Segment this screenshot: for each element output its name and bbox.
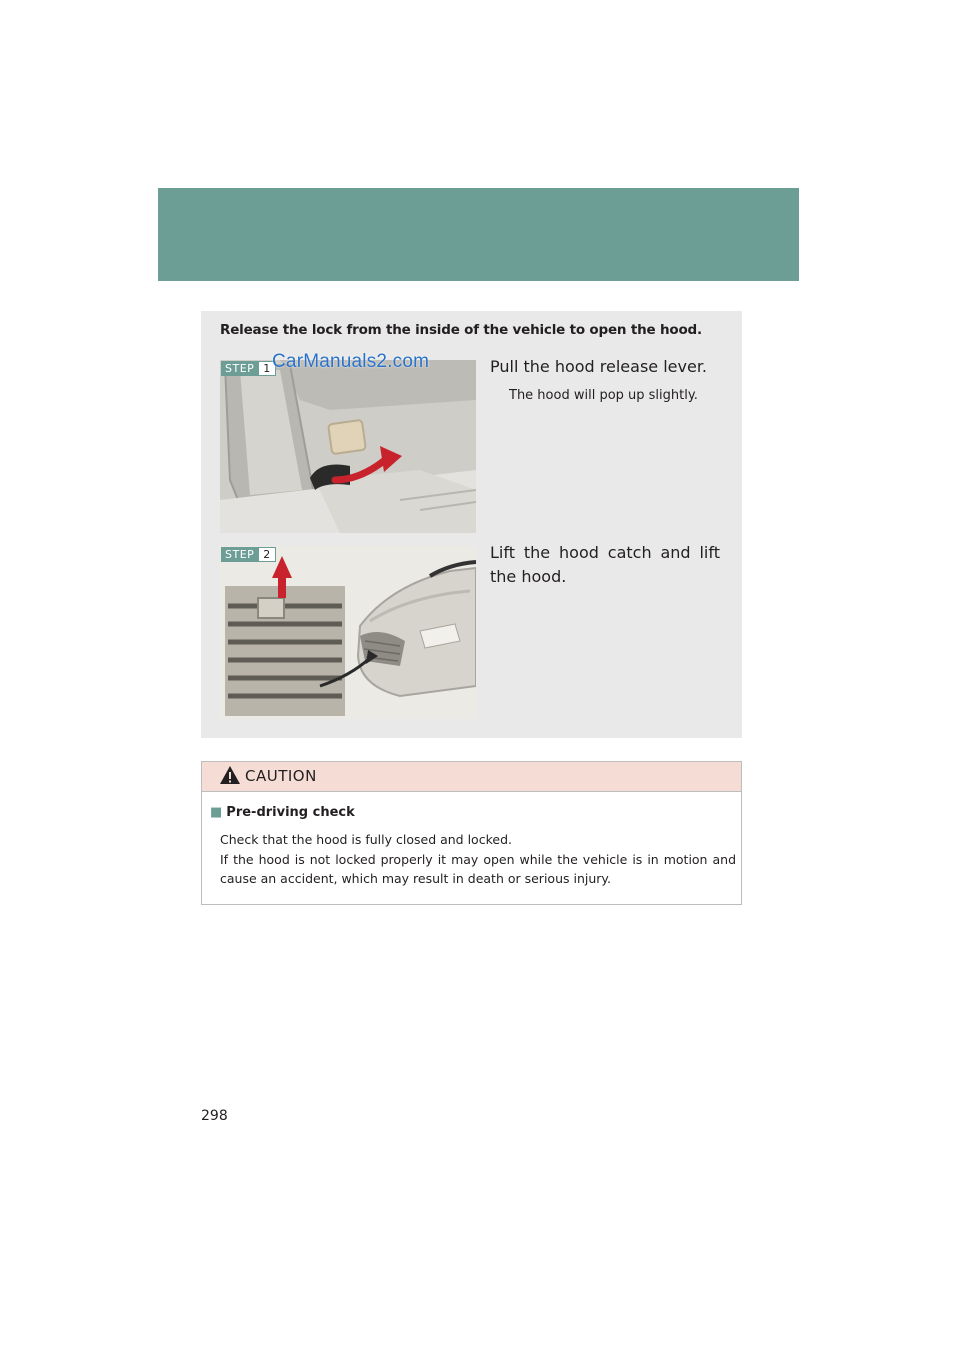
square-bullet-icon: ■ <box>210 805 223 820</box>
intro-text: Release the lock from the inside of the vehicle to open the hood. <box>220 322 702 338</box>
caution-title: CAUTION <box>245 767 317 785</box>
caution-item-title: Pre-driving check <box>226 805 355 820</box>
step-1-subtext: The hood will pop up slightly. <box>509 388 698 403</box>
caution-body-line-2: If the hood is not locked properly it may open while the vehicle is in motion and cause an accident, which may result in death or serious injury. <box>220 851 736 886</box>
caution-header <box>202 762 741 792</box>
step-1-badge <box>221 361 276 376</box>
caution-item-heading <box>210 805 355 820</box>
step-2-text: Lift the hood catch and lift the hood. <box>490 543 720 586</box>
step-1-text: Pull the hood release lever. <box>490 357 708 376</box>
caution-body <box>220 830 736 889</box>
hood-release-lever-illustration <box>220 360 476 533</box>
caution-box <box>201 761 742 905</box>
warning-triangle-icon <box>219 765 241 785</box>
step-1-number: 1 <box>258 361 276 376</box>
watermark-text: CarManuals2.com <box>272 351 430 372</box>
chapter-header <box>158 188 799 281</box>
hood-catch-illustration <box>220 546 476 719</box>
step-2-label: STEP <box>221 547 258 562</box>
step-2-badge <box>221 547 276 562</box>
hood-catch-image <box>220 546 476 719</box>
hood-release-lever-image <box>220 360 476 533</box>
page-number: 298 <box>201 1108 228 1124</box>
caution-body-line-1: Check that the hood is fully closed and locked. <box>220 832 512 847</box>
step-1-label: STEP <box>221 361 258 376</box>
step-2-number: 2 <box>258 547 276 562</box>
